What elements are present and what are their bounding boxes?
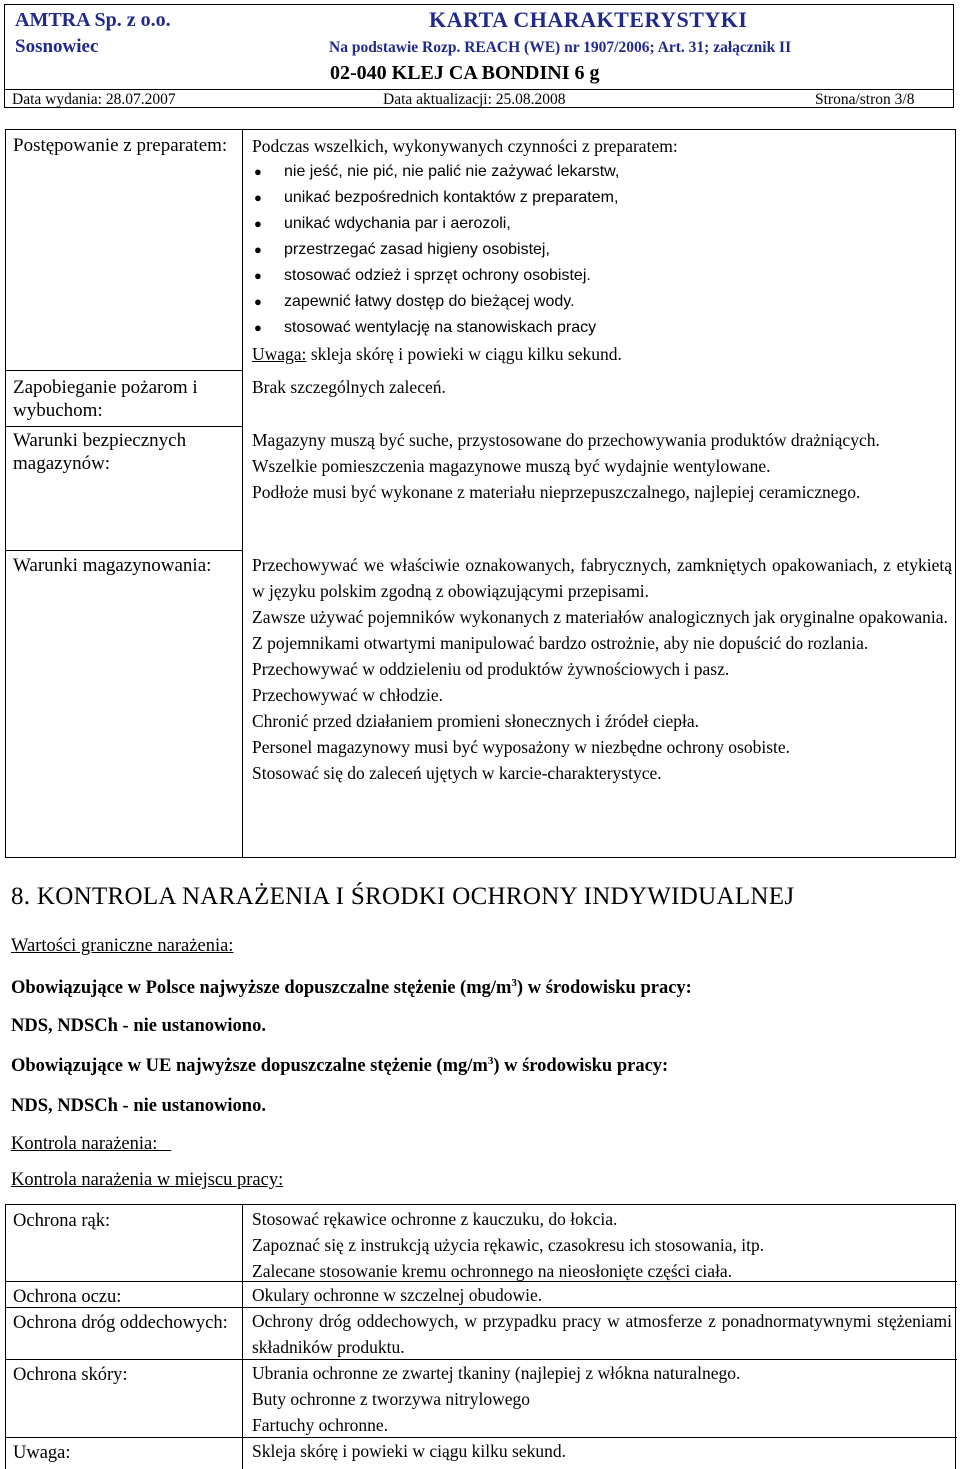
exposure-control-heading: Kontrola narażenia: bbox=[11, 1134, 172, 1154]
respiratory-label: Ochrona dróg oddechowych: bbox=[13, 1313, 228, 1333]
row-divider bbox=[6, 550, 242, 551]
paragraph: Personel magazynowy musi być wyposażony w niezbędne ochrony osobiste. bbox=[252, 737, 791, 757]
fire-label: Zapobieganie pożarom i wybuchom: bbox=[13, 377, 198, 421]
paragraph: Stosować się do zaleceń ujętych w karcie-charakterystyce. bbox=[252, 763, 662, 783]
handling-intro: Podczas wszelkich, wykonywanych czynności z preparatem: bbox=[252, 136, 678, 156]
paragraph: Stosować rękawice ochronne z kauczuku, do łokcia. bbox=[252, 1209, 618, 1229]
column-divider bbox=[242, 130, 243, 857]
list-item: ● unikać wdychania par i aerozoli, bbox=[252, 211, 952, 237]
document-header bbox=[4, 4, 954, 108]
handling-content bbox=[252, 133, 952, 367]
issue-date: Data wydania: 28.07.2007 bbox=[12, 91, 176, 108]
handling-label: Postępowanie z preparatem: bbox=[13, 135, 228, 156]
eyes-content: Okulary ochronne w szczelnej obudowie. bbox=[252, 1285, 543, 1305]
update-date: Data aktualizacji: 25.08.2008 bbox=[383, 91, 566, 108]
section-7-table bbox=[5, 129, 956, 858]
note-label: Uwaga: bbox=[13, 1443, 71, 1463]
list-item: ● nie jeść, nie pić, nie palić nie zażywać lekarstw, bbox=[252, 159, 952, 185]
paragraph: Przechowywać w oddzieleniu od produktów żywnościowych i pasz. bbox=[252, 659, 730, 679]
paragraph: Fartuchy ochronne. bbox=[252, 1415, 389, 1435]
company-name: AMTRA Sp. z o.o. bbox=[15, 9, 171, 31]
eyes-label: Ochrona oczu: bbox=[13, 1287, 122, 1307]
limits-heading: Wartości graniczne narażenia: bbox=[11, 936, 234, 956]
hands-content bbox=[252, 1206, 952, 1284]
pl-limits-heading: Obowiązujące w Polsce najwyższe dopuszczalne stężenie $(mg/m^3)$ w środowisku pracy: bbox=[11, 977, 692, 999]
list-item: ● stosować odzież i sprzęt ochrony osobistej. bbox=[252, 263, 952, 289]
section-8-title: 8. KONTROLA NARAŻENIA I ŚRODKI OCHRONY INDYWIDUALNEJ bbox=[11, 883, 795, 910]
page-number: Strona/stron 3/8 bbox=[815, 91, 915, 108]
paragraph: Buty ochronne z tworzywa nitrylowego bbox=[252, 1389, 530, 1409]
paragraph: Podłoże musi być wykonane z materiału nieprzepuszczalnego, najlepiej ceramicznego. bbox=[252, 482, 861, 502]
note-text: skleja skórę i powieki w ciągu kilku sekund. bbox=[306, 344, 622, 364]
list-item: ● przestrzegać zasad higieny osobistej, bbox=[252, 237, 952, 263]
handling-list bbox=[252, 159, 952, 341]
bullet-icon: ● bbox=[254, 268, 262, 283]
note-content: Skleja skórę i powieki w ciągu kilku sekund. bbox=[252, 1441, 566, 1461]
document-title: KARTA CHARAKTERYSTYKI bbox=[429, 7, 748, 32]
bullet-icon: ● bbox=[254, 320, 262, 335]
eu-limits-value: NDS, NDSCh - nie ustanowiono. bbox=[11, 1096, 266, 1116]
row-divider bbox=[6, 370, 242, 371]
hands-label: Ochrona rąk: bbox=[13, 1211, 111, 1231]
paragraph: Zalecane stosowanie kremu ochronnego na nieosłonięte części ciała. bbox=[252, 1261, 733, 1281]
fire-content: Brak szczególnych zaleceń. bbox=[252, 377, 446, 397]
column-divider bbox=[242, 1205, 243, 1469]
paragraph: Wszelkie pomieszczenia magazynowe muszą być wydajnie wentylowane. bbox=[252, 456, 771, 476]
legal-basis: Na podstawie Rozp. REACH (WE) nr 1907/2006; Art. 31; załącznik II bbox=[329, 39, 792, 56]
bullet-icon: ● bbox=[254, 190, 262, 205]
note-label: Uwaga: bbox=[252, 344, 307, 364]
bullet-icon: ● bbox=[254, 216, 262, 231]
product-name: 02-040 KLEJ CA BONDINI 6 g bbox=[330, 62, 600, 84]
row-divider bbox=[6, 426, 242, 427]
bullet-icon: ● bbox=[254, 164, 262, 179]
list-item: ● stosować wentylację na stanowiskach pracy bbox=[252, 315, 952, 341]
skin-content bbox=[252, 1360, 952, 1438]
respiratory-content: Ochrony dróg oddechowych, w przypadku pracy w atmosferze z ponadnormatywnymi stężeniami składników produktu. bbox=[252, 1311, 952, 1357]
header-meta-row bbox=[5, 89, 953, 109]
warehouse-content bbox=[252, 427, 952, 505]
paragraph: Przechowywać w chłodzie. bbox=[252, 685, 443, 705]
paragraph: Magazyny muszą być suche, przystosowane do przechowywania produktów drażniących. bbox=[252, 430, 880, 450]
pl-limits-value: NDS, NDSCh - nie ustanowiono. bbox=[11, 1016, 266, 1036]
paragraph: Ubrania ochronne ze zwartej tkaniny (najlepiej z włókna naturalnego. bbox=[252, 1363, 741, 1383]
skin-label: Ochrona skóry: bbox=[13, 1365, 128, 1385]
paragraph: Zawsze używać pojemników wykonanych z materiałów analogicznych jak oryginalne opakowania. bbox=[252, 607, 948, 627]
warehouse-label: Warunki bezpiecznych magazynów: bbox=[13, 430, 187, 474]
handling-note bbox=[252, 341, 952, 367]
list-item: ● zapewnić łatwy dostęp do bieżącej wody. bbox=[252, 289, 952, 315]
paragraph: Z pojemnikami otwartymi manipulować bardzo ostrożnie, aby nie dopuścić do rozlania. bbox=[252, 633, 869, 653]
protection-table bbox=[5, 1204, 956, 1469]
eu-limits-heading: Obowiązujące w UE najwyższe dopuszczalne stężenie $(mg/m^3)$ w środowisku pracy: bbox=[11, 1055, 669, 1077]
paragraph: Chronić przed działaniem promieni słonecznych i źródeł ciepła. bbox=[252, 711, 700, 731]
paragraph: Zapoznać się z instrukcją użycia rękawic, czasokresu ich stosowania, itp. bbox=[252, 1235, 765, 1255]
bullet-icon: ● bbox=[254, 242, 262, 257]
storage-label: Warunki magazynowania: bbox=[13, 555, 212, 576]
list-item: ● unikać bezpośrednich kontaktów z preparatem, bbox=[252, 185, 952, 211]
paragraph: Przechowywać we właściwie oznakowanych, fabrycznych, zamkniętych opakowaniach, z etykietą w języku polskim zgodną z obowiązującymi przepisami. bbox=[252, 555, 952, 601]
workplace-control-heading: Kontrola narażenia w miejscu pracy: bbox=[11, 1170, 284, 1190]
bullet-icon: ● bbox=[254, 294, 262, 309]
storage-content bbox=[252, 552, 952, 786]
company-city: Sosnowiec bbox=[15, 36, 99, 57]
